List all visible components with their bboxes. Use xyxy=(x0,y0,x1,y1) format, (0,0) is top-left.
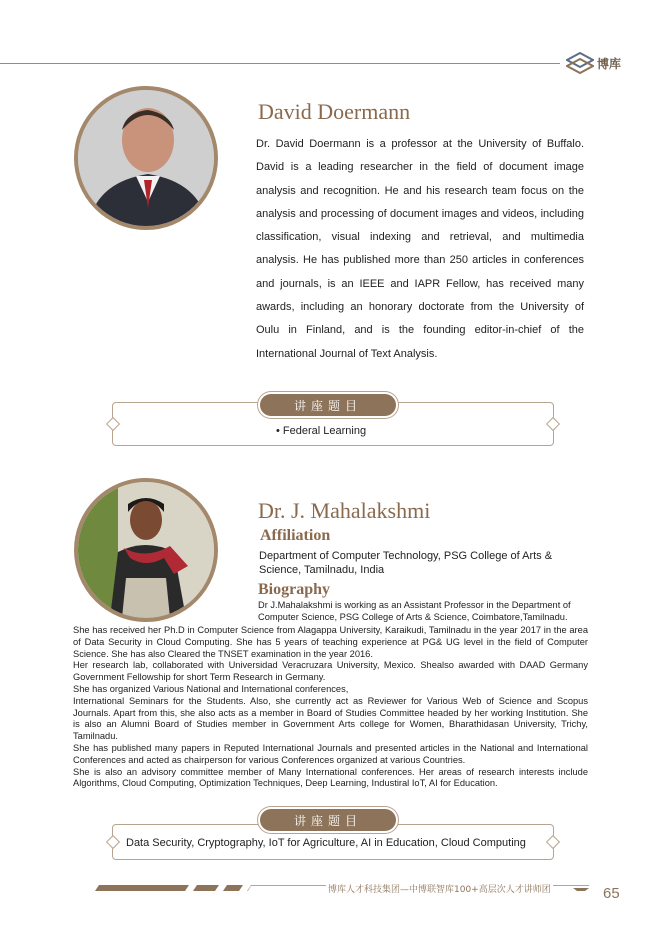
speaker2-topic-label: 讲座题目 xyxy=(260,809,396,831)
speaker1-topic: • Federal Learning xyxy=(276,425,367,437)
speaker2-name: Dr. J. Mahalakshmi xyxy=(258,498,431,523)
speaker2-affiliation: Department of Computer Technology, PSG College of Arts & Science, Tamilnadu, India xyxy=(259,550,553,576)
page-number: 65 xyxy=(603,885,620,902)
logo-icon xyxy=(566,52,594,74)
biography-heading: Biography xyxy=(258,581,331,598)
speaker1-photo xyxy=(74,86,218,230)
speaker2-bio xyxy=(73,625,588,790)
footer-text: 博库人才科技集团—中博联智库100+高层次人才讲师团 xyxy=(326,882,553,895)
person-portrait-icon xyxy=(78,90,214,226)
bio-paragraph: International Seminars for the Students. Also, she currently act as Reviewer for Various Web of Science and Scopus Journals. Apart from this, she also acts as a member in Board of Studies Committee headed by her working Institution. She is also an Alumni Board of Studies member in Government Arts college for Women, Bharathidasan University, Trichy, Tamilnadu. xyxy=(73,695,588,742)
speaker1-topic-label: 讲座题目 xyxy=(260,394,396,416)
person-portrait-icon xyxy=(78,482,214,618)
logo-text: 博库 xyxy=(597,56,622,71)
bio-paragraph: She has organized Various National and International conferences, xyxy=(73,683,349,694)
speaker1-name: David Doermann xyxy=(258,99,411,124)
bio-paragraph: She is also an advisory committee member of Many International conferences. Her areas of research interests include Algorithms, Cloud Computing, Optimization Techniques, Deep Learning, Industiral IoT, AI for Education. xyxy=(73,766,588,789)
bio-paragraph: She has published many papers in Reputed International Journals and presented articles in the National and International Conferences and acted as chairperson for various Conferences organized at various Countries. xyxy=(73,742,588,765)
speaker2-photo xyxy=(74,478,218,622)
bio-paragraph: Her research lab, collaborated with Universidad Veracruzara University, Mexico. Shealso awarded with DAAD Germany Government Fellowship for short Term Research in Germany. xyxy=(73,660,588,683)
brand-logo xyxy=(566,50,636,76)
bio-paragraph: She has received her Ph.D in Computer Science from Alagappa University, Karaikudi, Tamilnadu in the year 2017 in the area of Data Security in Cloud Computing. She has 5 years of teaching experience at PG& UG level in the field of Computer Science. She has also Cleared the TNSET examination in the year 2016. xyxy=(73,625,588,659)
speaker1-bio: Dr. David Doermann is a professor at the University of Buffalo. David is a leading researcher in the field of document image analysis and recognition. He and his research team focus on the analysis and processing of document images and videos, including classification, visual indexing and retrieval, and multimedia analysis. He has published more than 250 articles in conferences and journals, is an IEEE and IAPR Fellow, has received many awards, including an honorary doctorate from the University of Oulu in Finland, and is the founding editor-in-chief of the International Journal of Text Analysis. xyxy=(256,138,584,360)
speaker2-bio-intro: Dr J.Mahalakshmi is working as an Assistant Professor in the Department of Computer Science, PSG College of Arts & Science, Coimbatore,Tamilnadu. xyxy=(258,600,571,622)
speaker2-topic: Data Security, Cryptography, IoT for Agriculture, AI in Education, Cloud Computing xyxy=(126,837,526,849)
header-divider xyxy=(0,63,560,64)
affiliation-heading: Affiliation xyxy=(260,527,331,544)
